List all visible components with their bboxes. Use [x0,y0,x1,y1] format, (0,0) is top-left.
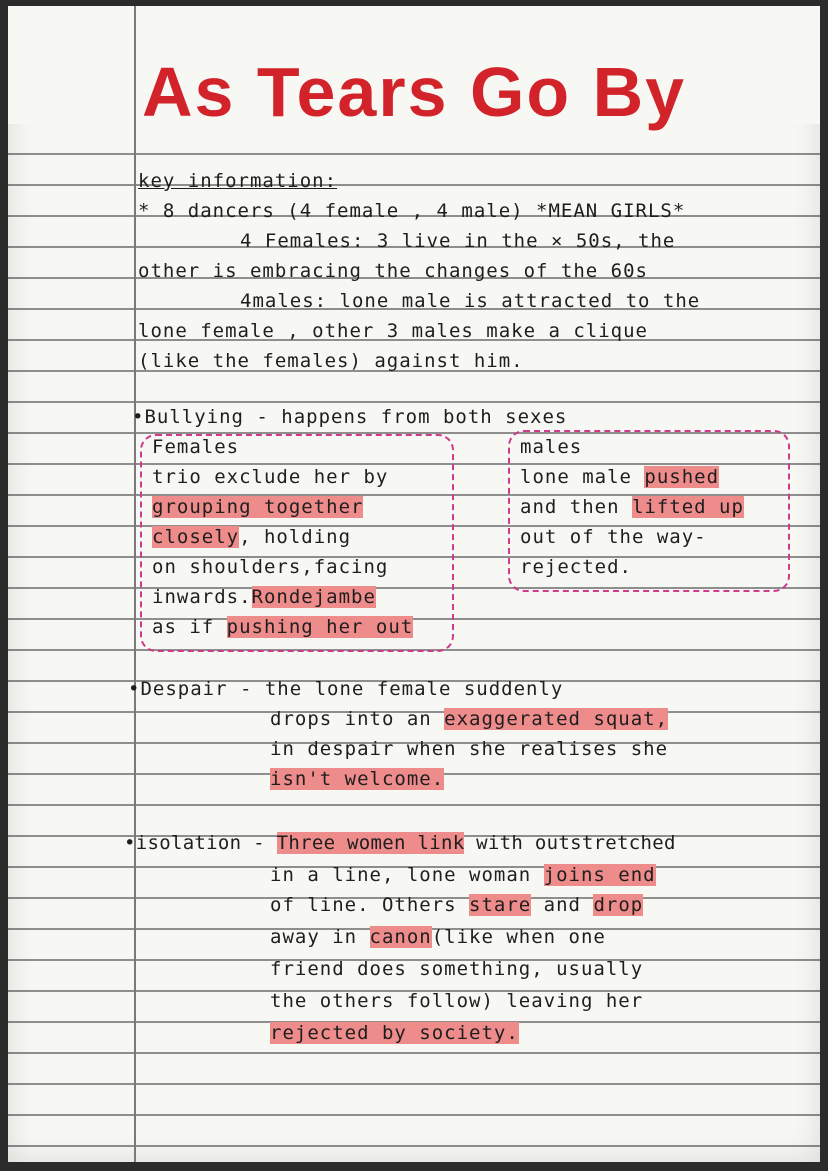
despair-line: in despair when she realises she [270,738,669,760]
text-run: inwards. [152,586,252,608]
females-line: trio exclude her by [152,466,389,488]
highlight: pushing her out [226,616,414,638]
isolation-line [270,894,643,916]
key-info-line: * 8 dancers (4 female , 4 male) *MEAN GIRLS* [138,200,686,222]
text-run: and then [520,496,632,518]
males-line: out of the way- [520,526,707,548]
females-line [152,496,363,518]
highlight: pushed [644,466,720,488]
isolation-line: friend does something, usually [270,958,644,980]
highlight: exaggerated squat, [444,708,669,730]
key-info-line: other is embracing the changes of the 60s [138,260,648,282]
margin-line [134,6,136,1162]
highlight: Rondejambe [251,586,376,608]
females-line [152,526,351,548]
key-info-line: (like the females) against him. [138,350,524,372]
text-run: of line. Others [270,894,470,916]
females-line [152,586,376,608]
text-run: away in [270,926,370,948]
key-info-heading: key information: [138,170,338,192]
text-run: lone male [520,466,645,488]
highlight: rejected by society. [270,1022,519,1044]
highlight: grouping together [152,496,364,518]
text-run: •isolation - [124,832,277,854]
isolation-line [270,926,606,948]
highlight: canon [369,926,432,948]
bullying-heading: •Bullying - happens from both sexes [132,406,568,428]
despair-line [270,768,444,790]
highlight: stare [469,894,532,916]
text-run: and [531,894,594,916]
despair-line [270,708,668,730]
key-info-line: 4males: lone male is attracted to the [240,290,701,312]
males-line: rejected. [520,556,632,578]
highlight: closely [152,526,240,548]
text-run: (like when one [431,926,606,948]
highlight: drop [593,894,644,916]
highlight: joins end [543,864,656,886]
females-line [152,616,413,638]
females-line: on shoulders,facing [152,556,389,578]
key-info-line: 4 Females: 3 live in the × 50s, the [240,230,676,252]
highlight: lifted up [631,496,744,518]
notebook-page [8,6,820,1162]
page-title: As Tears Go By [142,53,687,131]
text-run: with outstretched [464,832,676,854]
despair-heading: •Despair - the lone female suddenly [128,678,564,700]
isolation-heading [124,832,676,854]
isolation-line [270,1022,519,1044]
isolation-line: the others follow) leaving her [270,990,644,1012]
text-run: drops into an [270,708,445,730]
males-label: males [520,436,583,458]
key-info-line: lone female , other 3 males make a clique [138,320,648,342]
females-label: Females [152,436,240,458]
highlight: isn't welcome. [270,768,445,790]
text-run: as if [152,616,227,638]
text-run: in a line, lone woman [270,864,544,886]
isolation-line [270,864,656,886]
text-run: , holding [239,526,352,548]
males-line [520,496,744,518]
highlight: Three women link [276,832,465,854]
males-line [520,466,719,488]
